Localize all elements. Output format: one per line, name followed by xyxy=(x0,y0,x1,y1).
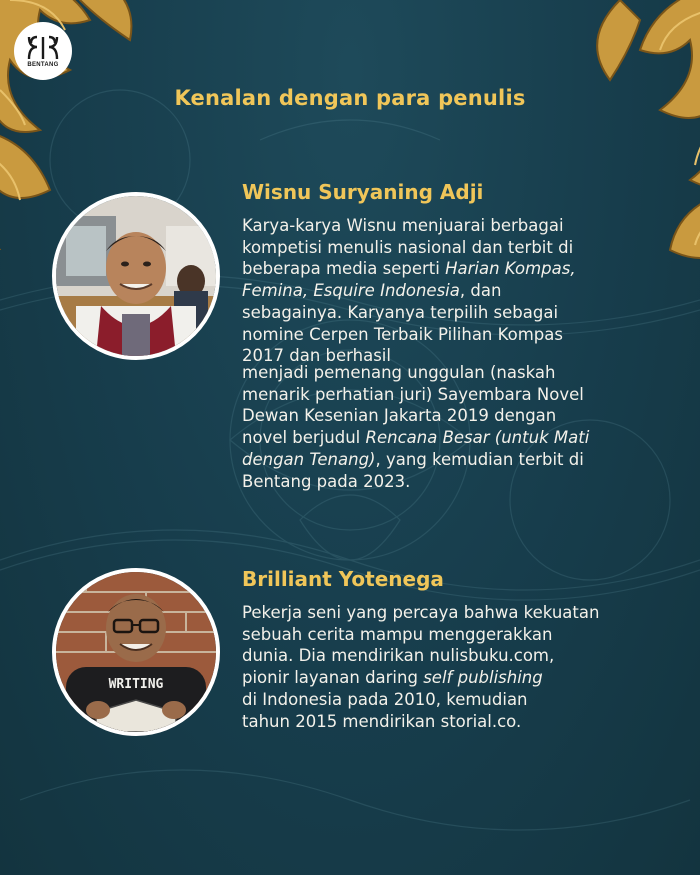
bio-text: Dewan Kesenian Jakarta 2019 dengan xyxy=(242,406,557,426)
bio-text: pionir layanan daring xyxy=(242,668,424,688)
bio-italic-text: Harian Kompas, xyxy=(445,259,576,279)
author-bio-wisnu-part-2 xyxy=(242,362,692,492)
bio-line xyxy=(242,280,692,302)
bio-text: 2017 dan berhasil xyxy=(242,346,391,366)
bio-line xyxy=(242,324,692,346)
bio-italic-text: Femina, Esquire Indonesia xyxy=(242,281,460,301)
bio-line xyxy=(242,624,692,646)
bio-line xyxy=(242,689,692,711)
bio-text: dunia. Dia mendirikan nulisbuku.com, xyxy=(242,646,555,666)
bio-text: novel berjudul xyxy=(242,428,366,448)
bio-text: , yang kemudian terbit di xyxy=(375,449,584,469)
bio-italic-text: self publishing xyxy=(423,668,543,688)
author-photo-brilliant xyxy=(52,568,220,736)
bio-line xyxy=(242,302,692,324)
bio-text: kompetisi menulis nasional dan terbit di xyxy=(242,237,574,257)
bio-text: sebuah cerita mampu menggerakkan xyxy=(242,624,553,644)
bentang-logo-mark-icon xyxy=(25,35,61,61)
bio-text: tahun 2015 mendirikan storial.co. xyxy=(242,711,522,731)
author-photo-brilliant-icon xyxy=(56,572,216,732)
bio-italic-text: dengan Tenang) xyxy=(242,449,376,469)
bio-line xyxy=(242,427,692,449)
bio-text: Pekerja seni yang percaya bahwa kekuatan xyxy=(242,603,600,622)
bio-text: menarik perhatian juri) Sayembara Novel xyxy=(242,384,584,404)
author-bio-wisnu-part-1 xyxy=(242,215,692,367)
bio-line xyxy=(242,237,692,259)
bio-line xyxy=(242,645,692,667)
bio-line xyxy=(242,362,692,384)
bio-line xyxy=(242,215,692,237)
bio-line xyxy=(242,258,692,280)
bio-italic-text: Rencana Besar (untuk Mati xyxy=(365,428,590,448)
bio-line xyxy=(242,384,692,406)
shirt-text: WRITING xyxy=(108,677,164,692)
bio-line xyxy=(242,471,692,493)
bio-text: , dan xyxy=(459,281,502,301)
bentang-logo xyxy=(14,22,72,80)
bio-text: Karya-karya Wisnu menjuarai berbagai xyxy=(242,216,564,235)
bio-text: Bentang pada 2023. xyxy=(242,471,411,491)
bio-text: nomine Cerpen Terbaik Pilihan Kompas xyxy=(242,324,563,344)
author-bio-brilliant xyxy=(242,602,692,732)
author-photo-wisnu-icon xyxy=(56,196,216,356)
author-name-brilliant: Brilliant Yotenega xyxy=(242,567,444,591)
bio-line xyxy=(242,711,692,733)
bio-text: di Indonesia pada 2010, kemudian xyxy=(242,689,528,709)
bio-text: beberapa media seperti xyxy=(242,259,446,279)
bio-text: sebagainya. Karyanya terpilih sebagai xyxy=(242,302,559,322)
logo-text: BENTANG xyxy=(27,61,59,68)
bio-line xyxy=(242,449,692,471)
bio-line xyxy=(242,667,692,689)
bio-text: menjadi pemenang unggulan (naskah xyxy=(242,363,556,382)
bio-line xyxy=(242,602,692,624)
bio-line xyxy=(242,405,692,427)
author-photo-wisnu xyxy=(52,192,220,360)
author-name-wisnu: Wisnu Suryaning Adji xyxy=(242,180,484,204)
page-title: Kenalan dengan para penulis xyxy=(174,86,526,110)
